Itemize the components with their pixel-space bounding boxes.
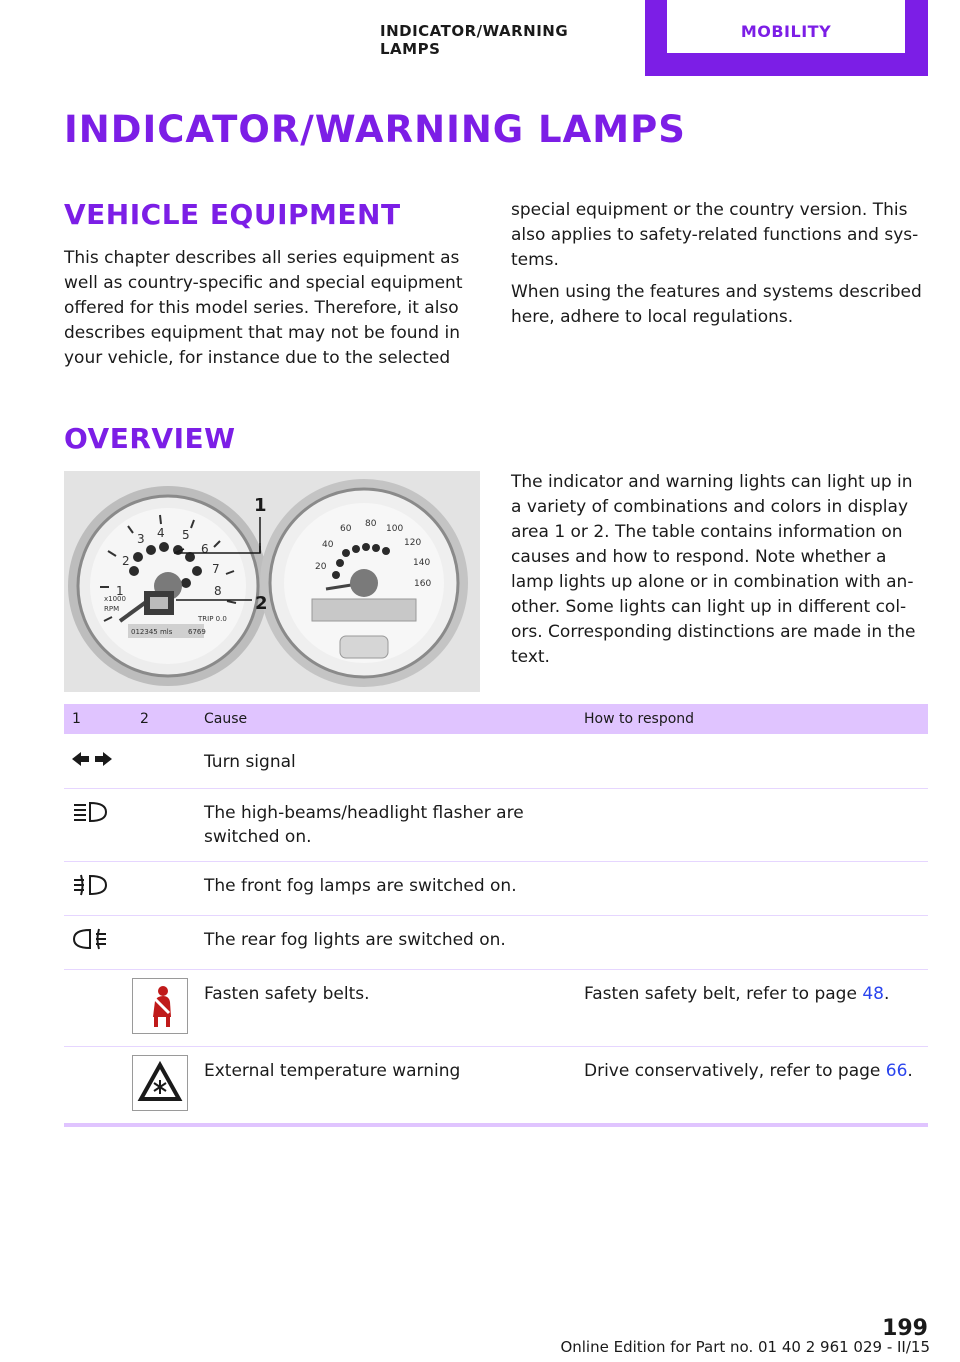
overview-text: The indicator and warning lights can light up in a variety of combinations and colors in display area 1 or 2. The table contains information on causes and how to respond. Note whether a lamp lights up alone or in combination with an-other. Some lights can light up in different col-ors. Corresponding distinctions are made in the text. [511,472,916,667]
table-row [64,915,928,969]
cause-cell: External temperature warning [196,1046,576,1125]
page-link[interactable]: 66 [885,1060,908,1081]
vehicle-equipment-text-right-2: When using the features and systems described here, adhere to local regulations. [511,282,922,327]
speed-number: 20 [315,562,327,572]
table-row [64,1046,928,1125]
speed-number: 60 [340,524,352,534]
table-row [64,861,928,915]
speed-number: 40 [322,540,334,550]
cause-cell: The rear fog lights are switched on. [196,915,576,969]
trip-text: TRIP 0.0 [198,615,227,623]
rear-fog-lamp-icon [72,928,108,950]
table-row [64,788,928,861]
chapter-tab[interactable] [645,0,928,76]
odometer-text: 012345 mls [131,628,173,636]
callout-1: 1 [254,495,267,516]
table-row [64,736,928,788]
speed-number: 80 [365,519,377,529]
seat-belt-warning-box [132,978,188,1034]
overview-heading: OVERVIEW [64,422,236,455]
page-title: INDICATOR/WARNING LAMPS [64,108,686,151]
callout-2: 2 [255,593,268,614]
speed-number: 160 [414,579,432,589]
page-number: 199 [882,1316,928,1341]
speed-number: 140 [413,558,431,568]
tach-number: 7 [212,562,220,576]
page-link[interactable]: 48 [862,983,884,1004]
vehicle-equipment-text-left: This chapter describes all series equipment as well as country-specific and special equipment offered for this model series. Therefore, it also describes equipment that may not be found in your vehicle, for instance due to the selected [64,248,463,368]
table-row [64,969,928,1046]
high-beam-icon [72,801,108,823]
tach-number: 8 [214,584,222,598]
tach-number: 3 [137,532,145,546]
ice-warning-box [132,1055,188,1111]
indicator-lamps-table [64,704,928,1127]
tachometer-gauge [68,486,268,686]
vehicle-equipment-text-right-1: special equipment or the country version. This also applies to safety-related functions and sys-tems. [511,200,919,270]
header-col-2: 2 [132,704,196,736]
chapter-tab-label: MOBILITY [740,22,832,41]
header-how-to-respond: How to respond [576,704,928,736]
respond-cell [576,861,928,915]
cause-cell: The front fog lamps are switched on. [196,861,576,915]
speed-number: 120 [404,538,422,548]
footer-edition: Online Edition for Part no. 01 40 2 961 029 - II/15 [560,1338,930,1356]
table-header-row [64,704,928,736]
clock-text: 6769 [188,628,206,636]
tach-number: 1 [116,584,124,598]
header-cause: Cause [196,704,576,736]
speedometer-gauge [260,479,468,687]
respond-cell [576,915,928,969]
respond-cell [576,788,928,861]
tach-small-text: x1000 [104,595,126,603]
cause-cell: Turn signal [196,736,576,788]
tach-number: 6 [201,542,209,556]
respond-cell: Fasten safety belt, refer to page 48. [576,969,928,1046]
tach-number: 5 [182,528,190,542]
respond-cell: Drive conservatively, refer to page 66. [576,1046,928,1125]
instrument-cluster-illustration [64,471,480,692]
tach-number: 4 [157,526,165,540]
vehicle-equipment-heading: VEHICLE EQUIPMENT [64,198,401,231]
tach-number: 2 [122,554,130,568]
header-col-1: 1 [64,704,132,736]
tach-small-text: RPM [104,605,120,613]
turn-signal-icon [72,750,112,768]
front-fog-lamp-icon [72,874,108,896]
speed-number: 100 [386,524,404,534]
cause-cell: Fasten safety belts. [196,969,576,1046]
respond-cell [576,736,928,788]
instrument-cluster-figure [64,471,480,692]
ice-warning-icon [133,1056,187,1110]
seat-belt-icon [133,979,187,1033]
cause-cell: The high-beams/headlight flasher are switched on. [196,788,576,861]
header-section-title: INDICATOR/WARNING LAMPS [380,22,569,58]
